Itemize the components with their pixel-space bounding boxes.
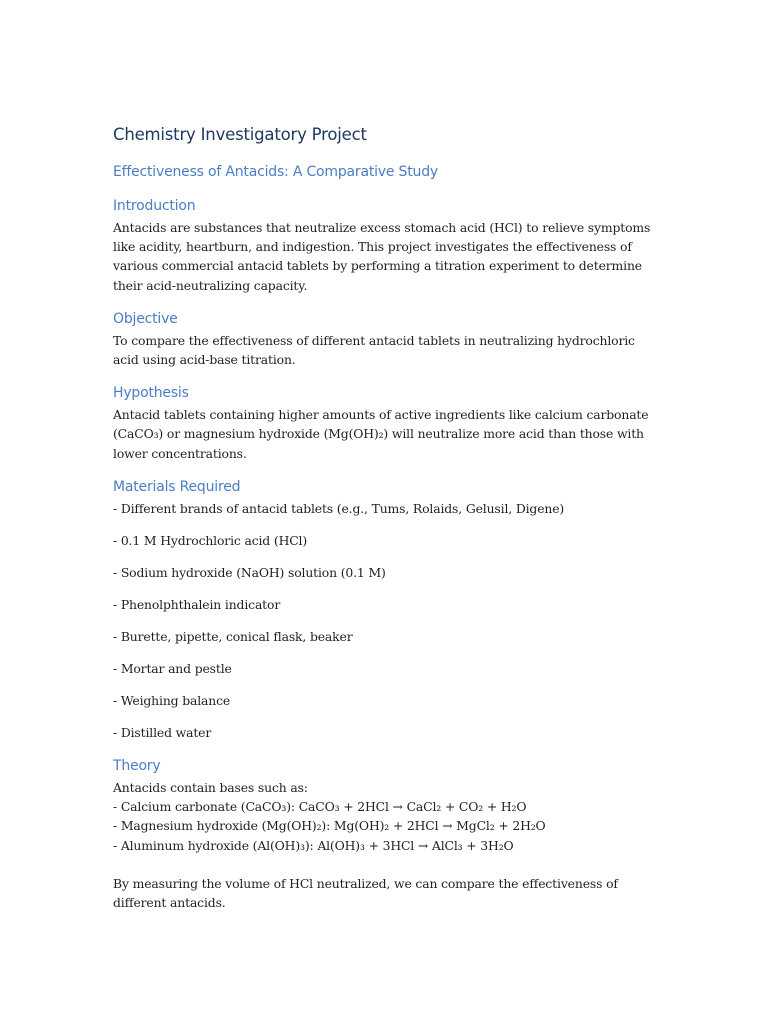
hypothesis-text: Antacid tablets containing higher amounts of active ingredients like calcium carbonate (CaCO₃) or magnesium hydroxide (Mg(OH)₂) will neutralize more acid than those with lower concentrations.: [113, 407, 649, 461]
materials-item: - Distilled water: [113, 724, 212, 740]
introduction-heading: Introduction: [113, 198, 196, 214]
materials-item: - 0.1 M Hydrochloric acid (HCl): [113, 532, 308, 548]
materials-item: - Mortar and pestle: [113, 660, 232, 676]
theory-line: - Magnesium hydroxide (Mg(OH)₂): Mg(OH)₂ + 2HCl → MgCl₂ + 2H₂O: [113, 818, 546, 834]
introduction-section: [113, 196, 656, 295]
document-title: Chemistry Investigatory Project: [113, 125, 367, 144]
theory-conclusion: By measuring the volume of HCl neutralized, we can compare the effectiveness of different antacids.: [113, 875, 618, 911]
theory-line: - Aluminum hydroxide (Al(OH)₃): Al(OH)₃ + 3HCl → AlCl₃ + 3H₂O: [113, 837, 514, 853]
theory-section: [113, 756, 656, 912]
objective-section: [113, 309, 656, 369]
theory-line: Antacids contain bases such as:: [113, 780, 308, 796]
theory-reactions: [113, 778, 656, 855]
materials-item: - Different brands of antacid tablets (e.g., Tums, Rolaids, Gelusil, Digene): [113, 500, 565, 516]
theory-line: - Calcium carbonate (CaCO₃): CaCO₃ + 2HCl → CaCl₂ + CO₂ + H₂O: [113, 799, 527, 815]
introduction-text: Antacids are substances that neutralize excess stomach acid (HCl) to relieve symptoms like acidity, heartburn, and indigestion. This project investigates the effectiveness of various commercial antacid tablets by performing a titration experiment to determine their acid-neutralizing capacity.: [113, 220, 651, 293]
objective-text: To compare the effectiveness of different antacid tablets in neutralizing hydrochloric acid using acid-base titration.: [113, 332, 635, 368]
document-subtitle: Effectiveness of Antacids: A Comparative Study: [113, 164, 438, 180]
objective-heading: Objective: [113, 310, 178, 327]
materials-list: [113, 499, 656, 742]
materials-item: - Sodium hydroxide (NaOH) solution (0.1 M): [113, 564, 386, 580]
materials-item: - Weighing balance: [113, 692, 231, 708]
materials-section: [113, 477, 656, 742]
materials-item: - Phenolphthalein indicator: [113, 596, 281, 612]
hypothesis-section: [113, 383, 656, 463]
hypothesis-heading: Hypothesis: [113, 385, 189, 402]
materials-item: - Burette, pipette, conical flask, beaker: [113, 628, 353, 644]
theory-heading: Theory: [113, 758, 161, 775]
materials-heading: Materials Required: [113, 478, 241, 495]
